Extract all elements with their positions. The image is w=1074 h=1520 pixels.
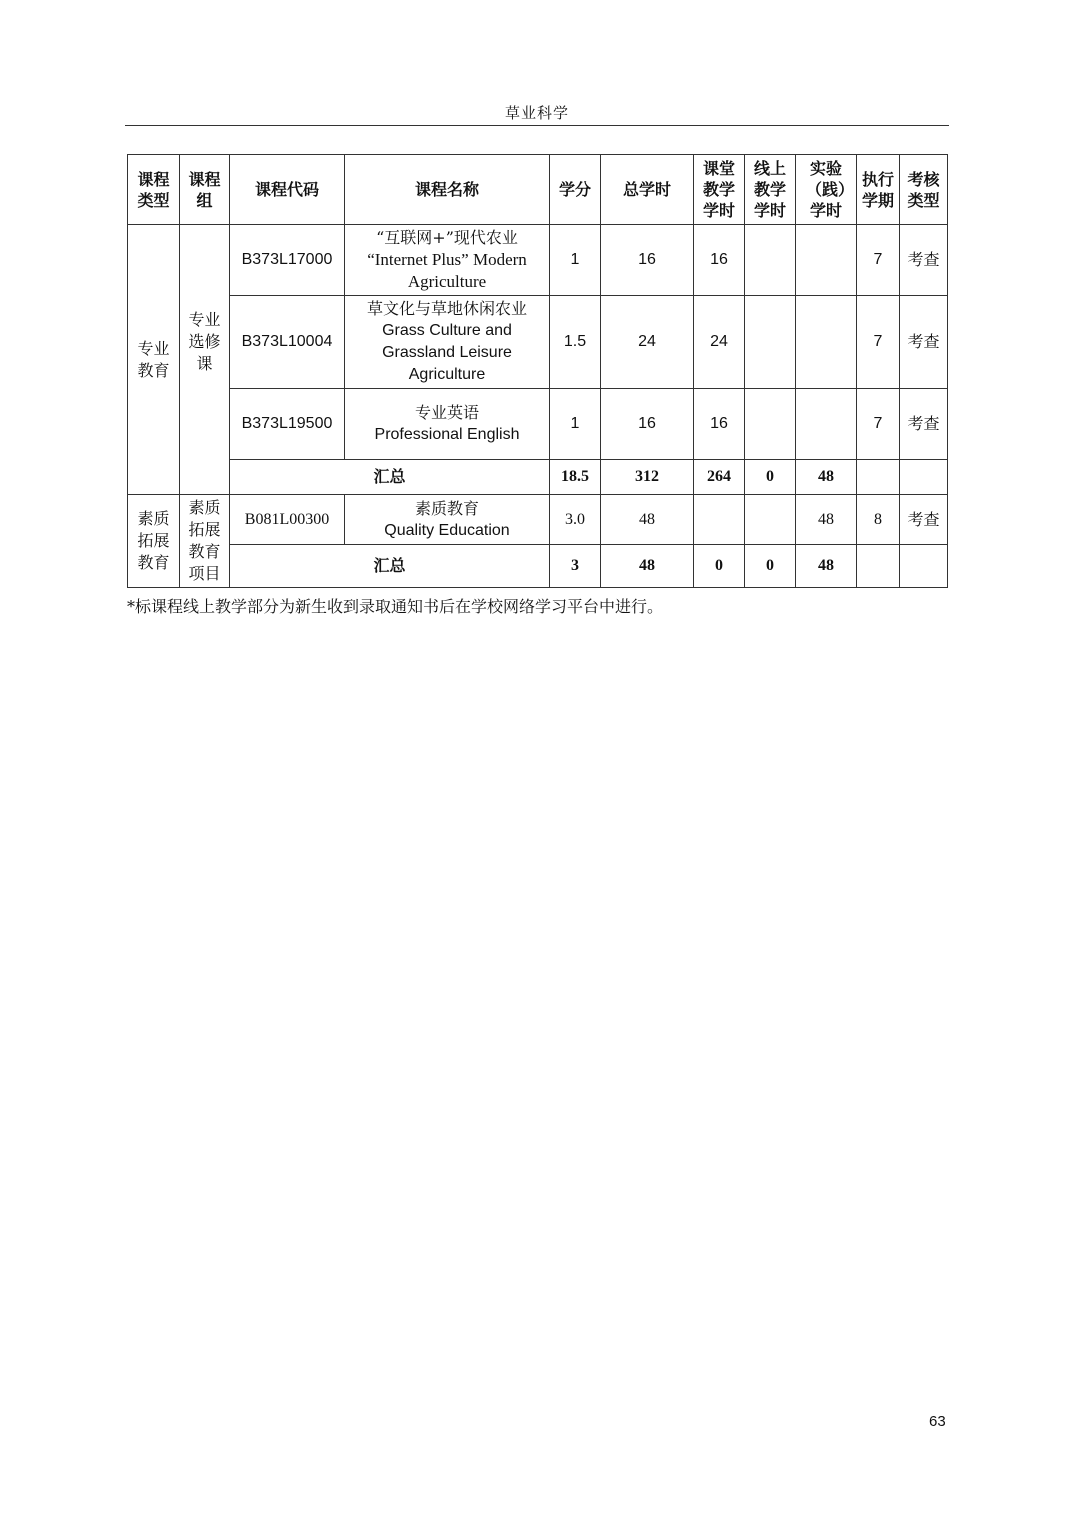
summary-online-hours: 0 bbox=[745, 460, 796, 495]
summary-row bbox=[128, 460, 948, 495]
lab-hours: 48 bbox=[796, 495, 857, 545]
summary-online-hours: 0 bbox=[745, 545, 796, 588]
course-type-cell: 素质拓展教育 bbox=[128, 495, 180, 588]
course-group-cell: 专业选修课 bbox=[180, 225, 230, 460]
total-hours: 48 bbox=[601, 495, 694, 545]
summary-lab-hours: 48 bbox=[796, 545, 857, 588]
credits: 3.0 bbox=[550, 495, 601, 545]
summary-lab-hours: 48 bbox=[796, 460, 857, 495]
online-hours bbox=[745, 389, 796, 460]
summary-assessment bbox=[900, 545, 948, 588]
lab-hours bbox=[796, 296, 857, 389]
summary-class-hours: 0 bbox=[694, 545, 745, 588]
total-hours: 16 bbox=[601, 389, 694, 460]
online-hours bbox=[745, 296, 796, 389]
assessment: 考查 bbox=[900, 296, 948, 389]
column-header-course-name: 课程名称 bbox=[345, 155, 550, 225]
semester: 7 bbox=[857, 389, 900, 460]
course-name: 专业英语 Professional English bbox=[345, 389, 550, 460]
online-hours bbox=[745, 495, 796, 545]
credits: 1 bbox=[550, 225, 601, 296]
semester: 7 bbox=[857, 296, 900, 389]
summary-row bbox=[128, 545, 948, 588]
course-name: 素质教育 Quality Education bbox=[345, 495, 550, 545]
semester: 8 bbox=[857, 495, 900, 545]
column-header-course-type: 课程类型 bbox=[128, 155, 180, 225]
total-hours: 16 bbox=[601, 225, 694, 296]
class-hours bbox=[694, 495, 745, 545]
column-header-course-group: 课程组 bbox=[180, 155, 230, 225]
total-hours: 24 bbox=[601, 296, 694, 389]
column-header-total-hours: 总学时 bbox=[601, 155, 694, 225]
course-name: 草文化与草地休闲农业 Grass Culture and Grassland Leisure Agriculture bbox=[345, 296, 550, 389]
column-header-semester: 执行学期 bbox=[857, 155, 900, 225]
column-header-credits: 学分 bbox=[550, 155, 601, 225]
column-header-assessment: 考核类型 bbox=[900, 155, 948, 225]
table-row bbox=[128, 296, 948, 389]
summary-semester bbox=[857, 460, 900, 495]
table-row bbox=[128, 495, 948, 545]
summary-class-hours: 264 bbox=[694, 460, 745, 495]
summary-credits: 3 bbox=[550, 545, 601, 588]
credits: 1.5 bbox=[550, 296, 601, 389]
summary-label: 汇总 bbox=[230, 460, 550, 495]
lab-hours bbox=[796, 389, 857, 460]
assessment: 考查 bbox=[900, 225, 948, 296]
semester: 7 bbox=[857, 225, 900, 296]
footnote: *标课程线上教学部分为新生收到录取通知书后在学校网络学习平台中进行。 bbox=[127, 597, 664, 616]
table-row bbox=[128, 389, 948, 460]
course-table bbox=[127, 154, 948, 588]
page-number: 63 bbox=[929, 1413, 946, 1430]
column-header-lab-hours: 实验（践）学时 bbox=[796, 155, 857, 225]
header-divider bbox=[125, 125, 949, 126]
lab-hours bbox=[796, 225, 857, 296]
summary-credits: 18.5 bbox=[550, 460, 601, 495]
course-code: B373L17000 bbox=[230, 225, 345, 296]
course-group-cell: 素质拓展教育项目 bbox=[180, 495, 230, 588]
course-name: “互联网+”现代农业 “Internet Plus” Modern Agriculture bbox=[345, 225, 550, 296]
class-hours: 24 bbox=[694, 296, 745, 389]
assessment: 考查 bbox=[900, 495, 948, 545]
assessment: 考查 bbox=[900, 389, 948, 460]
online-hours bbox=[745, 225, 796, 296]
summary-semester bbox=[857, 545, 900, 588]
course-code: B373L10004 bbox=[230, 296, 345, 389]
table-header-row bbox=[128, 155, 948, 225]
column-header-class-hours: 课堂教学学时 bbox=[694, 155, 745, 225]
course-group-cell-spacer bbox=[180, 460, 230, 495]
credits: 1 bbox=[550, 389, 601, 460]
summary-label: 汇总 bbox=[230, 545, 550, 588]
course-type-cell: 专业教育 bbox=[128, 225, 180, 495]
class-hours: 16 bbox=[694, 389, 745, 460]
course-code: B373L19500 bbox=[230, 389, 345, 460]
course-code: B081L00300 bbox=[230, 495, 345, 545]
class-hours: 16 bbox=[694, 225, 745, 296]
column-header-course-code: 课程代码 bbox=[230, 155, 345, 225]
summary-assessment bbox=[900, 460, 948, 495]
table-row bbox=[128, 225, 948, 296]
column-header-online-hours: 线上教学学时 bbox=[745, 155, 796, 225]
summary-total-hours: 48 bbox=[601, 545, 694, 588]
summary-total-hours: 312 bbox=[601, 460, 694, 495]
page-header-title: 草业科学 bbox=[504, 104, 569, 122]
